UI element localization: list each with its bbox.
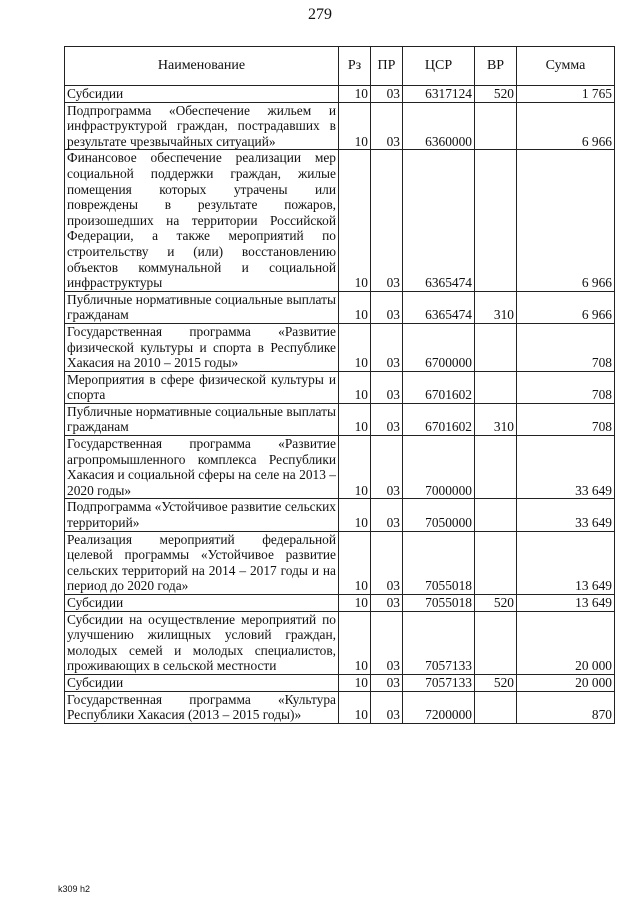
table-row (65, 102, 615, 150)
cell-sum: 33 649 (517, 499, 615, 531)
table-row (65, 499, 615, 531)
cell-sum: 1 765 (517, 86, 615, 103)
cell-pr: 03 (371, 403, 403, 435)
cell-csr: 7055018 (403, 595, 475, 612)
cell-csr: 6365474 (403, 150, 475, 291)
cell-csr: 7057133 (403, 674, 475, 691)
cell-name: Финансовое обеспечение реализации мер социальной поддержки граждан, жилые помещения которых утрачены или повреждены в результате пожаров, произошедших на территории Российской Федерации, а также мероприятий по строительству и (или) восстановлению объектов коммунальной и социальной инфраструктуры (65, 150, 339, 291)
table-row (65, 150, 615, 291)
cell-vr (475, 436, 517, 499)
cell-csr: 6700000 (403, 323, 475, 371)
cell-sum: 33 649 (517, 436, 615, 499)
cell-pr: 03 (371, 150, 403, 291)
cell-vr: 520 (475, 674, 517, 691)
cell-pr: 03 (371, 323, 403, 371)
cell-vr: 520 (475, 595, 517, 612)
cell-sum: 20 000 (517, 611, 615, 674)
cell-name: Государственная программа «Развитие физической культуры и спорта в Республике Хакасия на 2010 – 2015 годы» (65, 323, 339, 371)
cell-rz: 10 (339, 403, 371, 435)
document-code: k309 h2 (58, 884, 91, 894)
cell-pr: 03 (371, 691, 403, 723)
cell-sum: 20 000 (517, 674, 615, 691)
cell-csr: 6365474 (403, 291, 475, 323)
table-row (65, 595, 615, 612)
cell-name: Государственная программа «Культура Республики Хакасия (2013 – 2015 годы)» (65, 691, 339, 723)
cell-vr: 310 (475, 291, 517, 323)
cell-name: Субсидии (65, 674, 339, 691)
cell-sum: 13 649 (517, 595, 615, 612)
cell-pr: 03 (371, 436, 403, 499)
page-number: 279 (308, 6, 332, 23)
cell-sum: 13 649 (517, 531, 615, 594)
cell-pr: 03 (371, 86, 403, 103)
cell-vr (475, 371, 517, 403)
header-rz: Рз (339, 47, 371, 86)
header-csr: ЦСР (403, 47, 475, 86)
cell-csr: 6701602 (403, 403, 475, 435)
cell-sum: 708 (517, 403, 615, 435)
cell-name: Реализация мероприятий федеральной целевой программы «Устойчивое развитие сельских территорий на 2014 – 2017 годы и на период до 2020 года» (65, 531, 339, 594)
cell-name: Государственная программа «Развитие агропромышленного комплекса Республики Хакасия и социальной сферы на селе на 2013 – 2020 годы» (65, 436, 339, 499)
table-row (65, 323, 615, 371)
table-row (65, 531, 615, 594)
cell-rz: 10 (339, 436, 371, 499)
cell-name: Субсидии (65, 595, 339, 612)
table-row (65, 611, 615, 674)
cell-rz: 10 (339, 291, 371, 323)
table-row (65, 436, 615, 499)
cell-pr: 03 (371, 531, 403, 594)
cell-rz: 10 (339, 691, 371, 723)
cell-vr: 520 (475, 86, 517, 103)
cell-name: Подпрограмма «Устойчивое развитие сельских территорий» (65, 499, 339, 531)
cell-csr: 6317124 (403, 86, 475, 103)
table-header-row (65, 47, 615, 86)
cell-csr: 7057133 (403, 611, 475, 674)
cell-rz: 10 (339, 531, 371, 594)
cell-name: Подпрограмма «Обеспечение жильем и инфраструктурой граждан, пострадавших в результате чрезвычайных ситуаций» (65, 102, 339, 150)
header-vr: ВР (475, 47, 517, 86)
cell-sum: 870 (517, 691, 615, 723)
cell-name: Публичные нормативные социальные выплаты гражданам (65, 403, 339, 435)
cell-vr (475, 323, 517, 371)
table-row (65, 674, 615, 691)
cell-csr: 6701602 (403, 371, 475, 403)
cell-csr: 7000000 (403, 436, 475, 499)
cell-rz: 10 (339, 86, 371, 103)
cell-sum: 708 (517, 371, 615, 403)
table-row (65, 691, 615, 723)
header-pr: ПР (371, 47, 403, 86)
cell-vr (475, 102, 517, 150)
cell-pr: 03 (371, 291, 403, 323)
budget-table (64, 46, 615, 724)
cell-csr: 7050000 (403, 499, 475, 531)
cell-name: Субсидии (65, 86, 339, 103)
cell-rz: 10 (339, 323, 371, 371)
cell-vr (475, 150, 517, 291)
header-sum: Сумма (517, 47, 615, 86)
cell-rz: 10 (339, 611, 371, 674)
cell-pr: 03 (371, 611, 403, 674)
cell-sum: 708 (517, 323, 615, 371)
cell-rz: 10 (339, 674, 371, 691)
cell-name: Субсидии на осуществление мероприятий по улучшению жилищных условий граждан, молодых семей и молодых специалистов, проживающих в сельской местности (65, 611, 339, 674)
cell-rz: 10 (339, 150, 371, 291)
cell-rz: 10 (339, 499, 371, 531)
cell-csr: 7055018 (403, 531, 475, 594)
cell-pr: 03 (371, 499, 403, 531)
cell-pr: 03 (371, 371, 403, 403)
cell-pr: 03 (371, 102, 403, 150)
cell-sum: 6 966 (517, 150, 615, 291)
cell-vr: 310 (475, 403, 517, 435)
cell-name: Публичные нормативные социальные выплаты гражданам (65, 291, 339, 323)
cell-vr (475, 691, 517, 723)
cell-rz: 10 (339, 102, 371, 150)
cell-csr: 6360000 (403, 102, 475, 150)
table-row (65, 403, 615, 435)
table-row (65, 371, 615, 403)
cell-rz: 10 (339, 371, 371, 403)
table-row (65, 291, 615, 323)
cell-csr: 7200000 (403, 691, 475, 723)
cell-sum: 6 966 (517, 102, 615, 150)
cell-vr (475, 531, 517, 594)
cell-name: Мероприятия в сфере физической культуры и спорта (65, 371, 339, 403)
cell-pr: 03 (371, 595, 403, 612)
cell-pr: 03 (371, 674, 403, 691)
cell-sum: 6 966 (517, 291, 615, 323)
cell-vr (475, 611, 517, 674)
header-name: Наименование (65, 47, 339, 86)
table-row (65, 86, 615, 103)
cell-vr (475, 499, 517, 531)
cell-rz: 10 (339, 595, 371, 612)
